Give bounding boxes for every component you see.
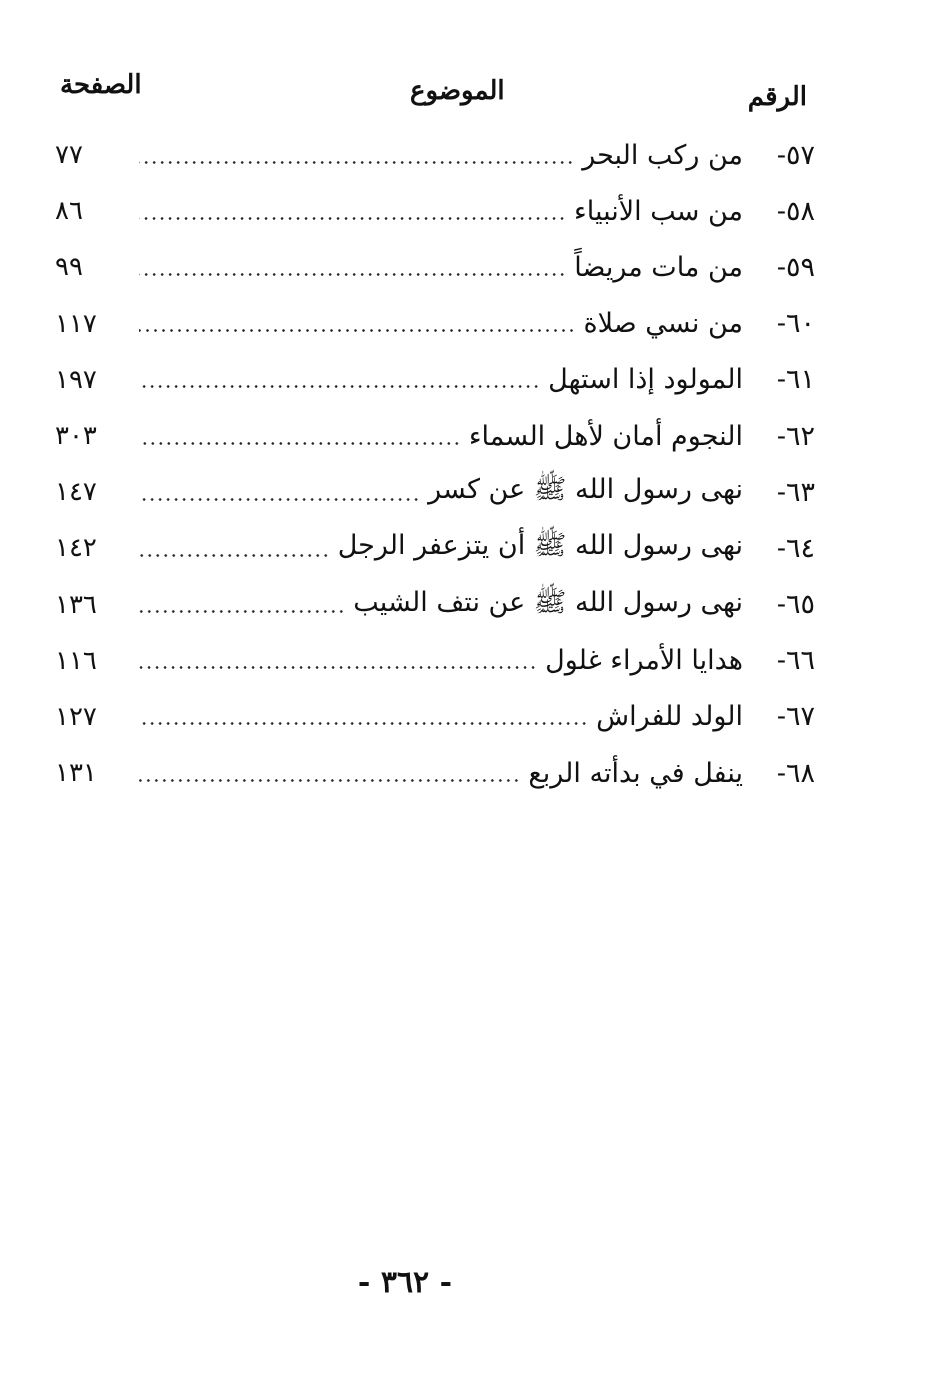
toc-entry <box>55 520 815 576</box>
toc-entry <box>55 183 815 239</box>
entry-page-number: ١٢٧ <box>55 701 97 732</box>
dot-leader <box>139 442 461 445</box>
entry-page-number: ٩٩ <box>55 252 83 283</box>
dot-leader <box>139 329 576 332</box>
dot-leader <box>139 385 540 388</box>
entry-title: من ركب البحر <box>582 139 743 171</box>
entry-page-number: ١٣٦ <box>55 589 97 620</box>
entry-page-number: ٣٠٣ <box>55 421 97 452</box>
entry-title: من سب الأنبياء <box>574 195 743 227</box>
toc-entry <box>55 745 815 801</box>
entry-number: ٥٧- <box>776 139 815 171</box>
entry-title: الولد للفراش <box>596 701 743 733</box>
entry-number: ٦٦- <box>776 645 815 677</box>
entry-number: ٦٣- <box>776 476 815 508</box>
entry-page-number: ٨٦ <box>55 196 83 227</box>
entry-page-number: ١٤٧ <box>55 477 97 508</box>
number-column-heading: الرقم <box>747 82 807 112</box>
toc-entry <box>55 633 815 689</box>
entry-number: ٦٥- <box>776 589 815 621</box>
entry-title: ينفل في بدأته الربع <box>528 757 743 789</box>
page-column-heading: الصفحة <box>60 70 142 100</box>
entry-title: من مات مريضاً <box>574 251 743 283</box>
entry-title: هدايا الأمراء غلول <box>545 645 743 677</box>
entry-title: المولود إذا استهل <box>548 364 743 396</box>
toc-entry <box>55 464 815 520</box>
dot-leader <box>139 554 330 557</box>
topic-column-heading: الموضوع <box>410 76 505 106</box>
dot-leader <box>139 666 537 669</box>
table-of-contents <box>55 127 815 801</box>
toc-entry <box>55 577 815 633</box>
entry-page-number: ٧٧ <box>55 140 83 171</box>
dot-leader <box>139 273 566 276</box>
toc-entry <box>55 352 815 408</box>
entry-number: ٦٠- <box>776 308 815 340</box>
entry-page-number: ١٤٢ <box>55 533 97 564</box>
toc-entry <box>55 408 815 464</box>
entry-title: نهى رسول الله ﷺ عن كسر <box>428 474 743 506</box>
entry-title: النجوم أمان لأهل السماء <box>468 420 743 452</box>
dot-leader <box>139 217 566 220</box>
dot-leader <box>139 722 588 725</box>
toc-entry <box>55 296 815 352</box>
entry-number: ٦٤- <box>776 532 815 564</box>
dot-leader <box>139 779 520 782</box>
entry-title: نهى رسول الله ﷺ أن يتزعفر الرجل <box>337 530 743 562</box>
entry-number: ٦٧- <box>776 701 815 733</box>
entry-page-number: ١٩٧ <box>55 364 97 395</box>
toc-entry <box>55 239 815 295</box>
entry-page-number: ١١٧ <box>55 308 97 339</box>
entry-title: نهى رسول الله ﷺ عن نتف الشيب <box>353 586 743 618</box>
page-number-footer: - ٣٦٢ - <box>357 1265 453 1300</box>
dot-leader <box>139 610 345 613</box>
entry-page-number: ١٣١ <box>55 758 97 789</box>
entry-number: ٦٨- <box>776 757 815 789</box>
entry-page-number: ١١٦ <box>55 645 97 676</box>
dot-leader <box>139 498 420 501</box>
toc-entry <box>55 127 815 183</box>
entry-number: ٥٨- <box>776 195 815 227</box>
toc-header <box>55 70 815 120</box>
dot-leader <box>139 161 574 164</box>
entry-number: ٦٢- <box>776 420 815 452</box>
entry-number: ٦١- <box>776 364 815 396</box>
entry-number: ٥٩- <box>776 251 815 283</box>
entry-title: من نسي صلاة <box>583 308 743 340</box>
toc-entry <box>55 689 815 745</box>
